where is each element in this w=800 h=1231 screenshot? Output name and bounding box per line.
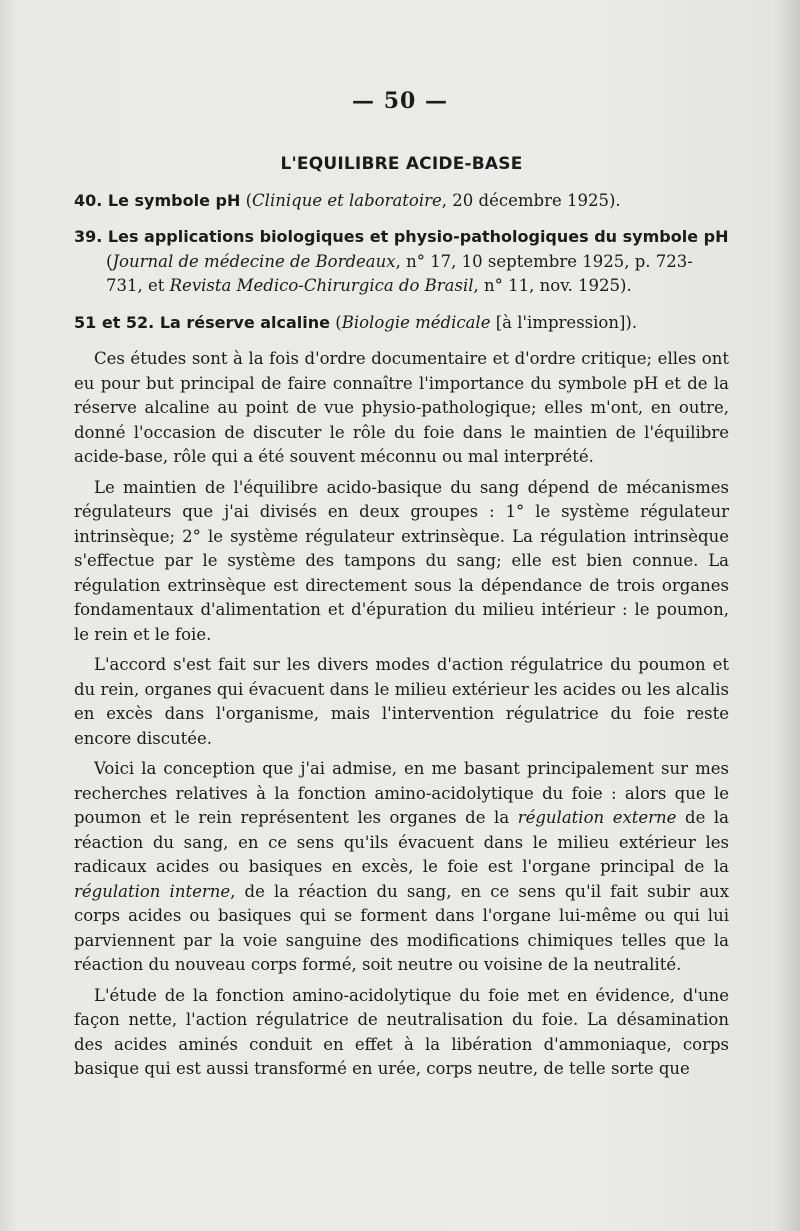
reference-40 <box>74 189 729 214</box>
reference-source: Revista Medico-Chirurgica do Brasil <box>169 276 474 295</box>
reference-51-52 <box>74 311 729 336</box>
page-edge-shadow <box>774 0 800 1231</box>
paragraph-text: Voici la conception que j'ai admise, en me basant principalement sur mes recherches relatives à la fonction amino-acidolytique du foie : alors que le poumon et le rein représentent les organes de la <box>74 759 729 827</box>
paragraph-text: , de la réaction du sang, en ce sens qu'il fait subir aux corps acides ou basiques qui se forment dans l'organe lui-même ou qui lui parviennent par la voie sanguine des modifications chimiques telles que la réaction du nouveau corps formé, soit neutre ou voisine de la neutralité. <box>74 881 729 974</box>
paragraph-4 <box>74 757 729 978</box>
paragraph-3: L'accord s'est fait sur les divers modes d'action régulatrice du poumon et du rein, organes qui évacuent dans le milieu extérieur les acides ou les alcalis en excès dans l'organisme, mais l'intervention régulatrice du foie reste encore discutée. <box>74 655 729 748</box>
reference-details: , n° 17, 10 septembre 1925, p. 723-731, et <box>106 251 693 295</box>
reference-paren: ( <box>240 190 253 210</box>
paragraph-2: Le maintien de l'équilibre acido-basique du sang dépend de mécanismes régulateurs que j'ai divisés en deux groupes : 1° le système régulateur intrinsèque; 2° le système régulateur extrinsèque. La régulation intrinsèque s'effectue par le système des tampons du sang; elle est bien connue. La régulation extrinsèque est directement sous la dépendance de trois organes fondamentaux d'alimentation et d'épuration du milieu intérieur : le poumon, le rein et le foie. <box>74 477 729 644</box>
paragraph-1: Ces études sont à la fois d'ordre documentaire et d'ordre critique; elles ont eu pour but principal de faire connaître l'importance du symbole pH et de la réserve alcaline au point de vue physio-pathologique; elles m'ont, en outre, donné l'occasion de discuter le rôle du foie dans le maintien de l'équilibre acide-base, rôle qui a été souvent méconnu ou mal interprété. <box>74 349 729 466</box>
italic-term: régulation interne <box>74 881 231 901</box>
page-content <box>74 152 729 1088</box>
reference-details: , n° 11, nov. 1925). <box>473 276 632 295</box>
reference-39 <box>74 225 729 299</box>
reference-title: 39. Les applications biologiques et physio-pathologiques du symbole pH <box>74 227 729 246</box>
reference-paren: ( <box>106 251 113 271</box>
italic-term: régulation externe <box>517 808 677 827</box>
reference-source: Biologie médicale <box>341 312 491 332</box>
page-number: — 50 — <box>352 88 448 114</box>
reference-citation <box>74 250 729 299</box>
reference-details: [à l'impression]). <box>490 312 638 332</box>
section-title: L'EQUILIBRE ACIDE-BASE <box>280 154 523 174</box>
reference-title: 51 et 52. La réserve alcaline <box>74 312 331 332</box>
reference-source: Journal de médecine de Bordeaux <box>112 251 396 271</box>
reference-details: , 20 décembre 1925). <box>441 190 621 210</box>
paragraph-5: L'étude de la fonction amino-acidolytique du foie met en évidence, d'une façon nette, l'action régulatrice de neutralisation du foie. La désamination des acides aminés conduit en effet à la libération d'ammoniaque, corps basique qui est aussi transformé en urée, corps neutre, de telle sorte que <box>74 985 729 1078</box>
reference-title: 40. Le symbole pH <box>74 190 241 210</box>
reference-source: Clinique et laboratoire <box>252 190 442 210</box>
paragraph-text: de la réaction du sang, en ce sens qu'ils évacuent dans le milieu extérieur les radicaux acides ou basiques en excès, le foie est l'organe principal de la <box>74 808 730 876</box>
reference-paren: ( <box>330 312 342 332</box>
